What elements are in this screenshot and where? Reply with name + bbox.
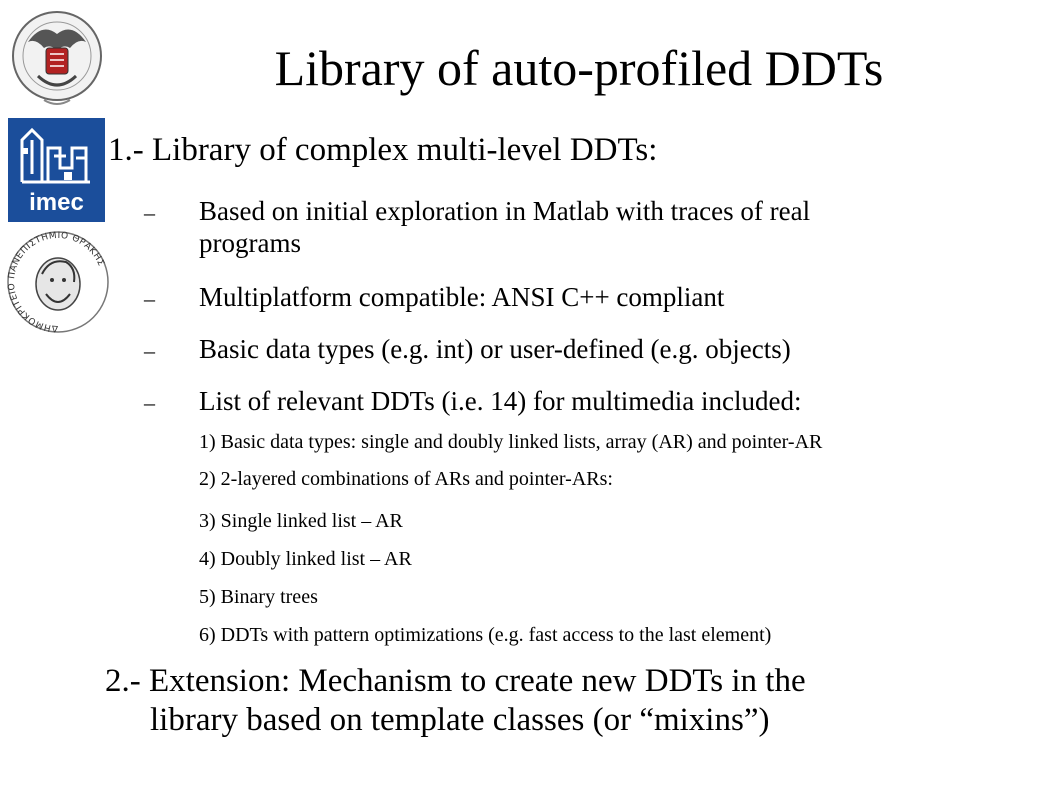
bullet-text: Multiplatform compatible: ANSI C++ compliant: [199, 282, 725, 312]
slide-title: Library of auto-profiled DDTs: [274, 40, 884, 96]
sublist-item: 3) Single linked list – AR: [199, 510, 403, 532]
section1-heading: 1.- Library of complex multi-level DDTs:: [108, 132, 658, 168]
imec-logo-text: imec: [29, 189, 84, 216]
bullet-dash: –: [144, 286, 155, 311]
bullet-dash: –: [144, 200, 155, 225]
section2-line2: library based on template classes (or “mixins”): [150, 702, 770, 738]
sublist-item: 2) 2-layered combinations of ARs and pointer-ARs:: [199, 468, 613, 490]
section2-line1: 2.- Extension: Mechanism to create new DDTs in the: [105, 663, 806, 699]
bullet-text: Based on initial exploration in Matlab with traces of real: [199, 196, 811, 226]
bullet-text: Basic data types (e.g. int) or user-defined (e.g. objects): [199, 334, 791, 364]
seal-ring-text: ΔΗΜΟΚΡΙΤΕΙΟ ΠΑΝΕΠΙΣΤΗΜΙΟ ΘΡΑΚΗΣ: [6, 230, 106, 334]
bullet-dash: –: [144, 338, 155, 363]
bullet-text-continued: programs: [199, 228, 301, 258]
bullet-text: List of relevant DDTs (i.e. 14) for multimedia included:: [199, 386, 802, 416]
sublist-item: 1) Basic data types: single and doubly linked lists, array (AR) and pointer-AR: [199, 431, 823, 453]
imec-logo: [8, 118, 105, 222]
sublist-item: 5) Binary trees: [199, 586, 318, 608]
democritus-university-logo: [6, 228, 110, 336]
bullet-dash: –: [144, 390, 155, 415]
sublist-item: 6) DDTs with pattern optimizations (e.g. fast access to the last element): [199, 624, 772, 646]
sublist-item: 4) Doubly linked list – AR: [199, 548, 412, 570]
